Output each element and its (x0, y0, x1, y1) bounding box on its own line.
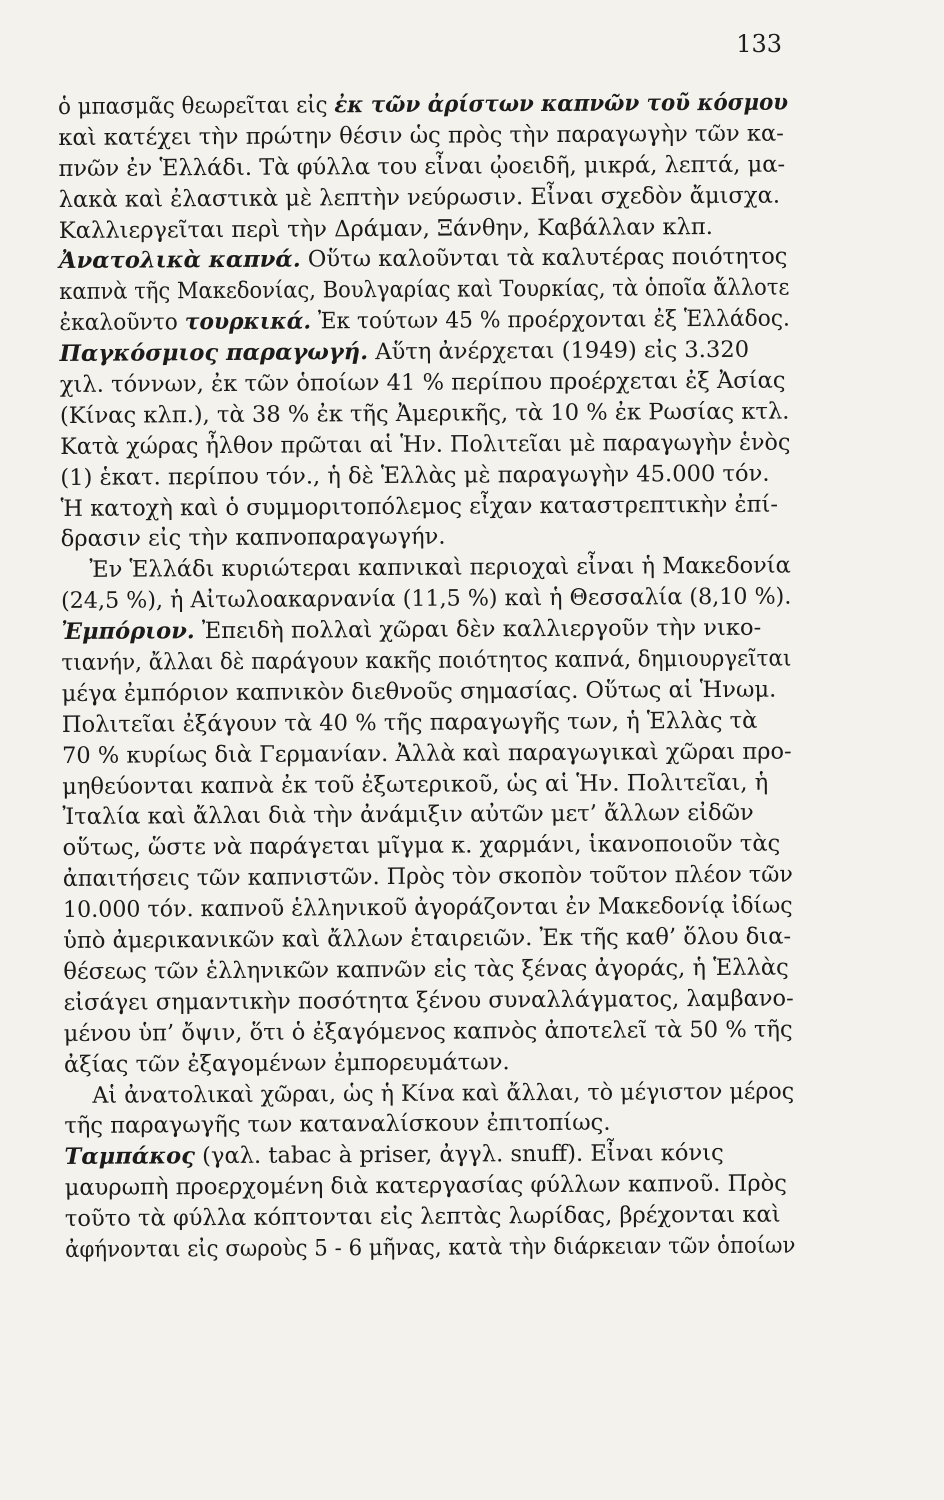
text-run: Οὕτω καλοῦνται τὰ καλυτέρας ποιότητος (300, 244, 788, 273)
text-line (59, 273, 790, 308)
heading-term: Ἐμπόριον. (61, 618, 195, 646)
text-line (65, 1169, 795, 1204)
text-line (62, 767, 792, 802)
text-run: μένου ὑπ’ ὄψιν, ὅτι ὁ ἐξαγόμενος καπνὸς ἀποτελεῖ τὰ 50 % τῆς (63, 1016, 793, 1047)
text-line (60, 551, 791, 586)
text-run: ὁ μπασμᾶς θεωρεῖται εἰς (58, 92, 335, 120)
text-run: τῆς παραγωγῆς των καταναλίσκουν ἐπιτοπίως. (64, 1110, 611, 1140)
text-run: μηθεύονται καπνὰ ἐκ τοῦ ἐξωτερικοῦ, ὡς αἱ Ἡν. Πολιτεῖαι, ἡ (62, 769, 769, 800)
text-line (64, 1138, 794, 1173)
text-run: Ἐκ τούτων 45 % προέρχονται ἐξ Ἑλλάδος. (310, 305, 790, 335)
text-line (61, 613, 791, 648)
text-run: (γαλ. tabac à priser, ἀγγλ. snuff). Εἶναι κόνις (194, 1140, 724, 1170)
heading-term: Ταμπάκος (64, 1143, 196, 1171)
text-run: τοῦτο τὰ φύλλα κόπτονται εἰς λεπτὰς λωρίδας, βρέχονται καὶ (64, 1201, 781, 1233)
text-line (59, 180, 789, 215)
heading-term: τουρκικά. (184, 308, 312, 336)
text-line (64, 1107, 794, 1142)
text-line (58, 118, 788, 153)
text-line (62, 705, 792, 740)
text-run: πνῶν ἐν Ἑλλάδι. Τὰ φύλλα του εἶναι ᾠοειδῆ, μικρά, λεπτά, μα- (58, 151, 786, 182)
text-run: εἰσάγει σημαντικὴν ποσότητα ξένου συναλλάγματος, λαμβανο- (63, 985, 794, 1016)
text-run: Αὕτη ἀνέρχεται (1949) εἰς 3.320 (367, 336, 750, 366)
text-run: Κατὰ χώρας ἦλθον πρῶται αἱ Ἡν. Πολιτεῖαι μὲ παραγωγὴν ἑνὸς (60, 429, 791, 460)
text-line (64, 1231, 796, 1266)
text-run: θέσεως τῶν ἑλληνικῶν καπνῶν εἰς τὰς ξένας ἀγοράς, ἡ Ἑλλὰς (63, 954, 789, 985)
text-run: μαυρωπὴ προερχομένη διὰ κατεργασίας φύλλων καπνοῦ. Πρὸς (64, 1170, 787, 1202)
body-text (58, 88, 795, 1266)
text-run: δρασιν εἰς τὴν καπνοπαραγωγήν. (60, 524, 446, 553)
text-run: ἐκαλοῦντο (59, 309, 185, 337)
text-line (59, 211, 789, 246)
text-run: ὑπὸ ἀμερικανικῶν καὶ ἄλλων ἑταιρειῶν. Ἐκ τῆς καθ’ ὅλου δια- (63, 923, 792, 955)
text-line (64, 1076, 795, 1111)
text-run: ἀξίας τῶν ἐξαγομένων ἐμπορευμάτων. (63, 1048, 510, 1078)
text-run: καπνὰ τῆς Μακεδονίας, Βουλγαρίας καὶ Τουρκίας, τὰ ὁποῖα ἄλλοτε (59, 274, 790, 306)
text-line (61, 582, 792, 617)
text-line (63, 983, 794, 1018)
text-line (62, 736, 790, 771)
text-run: (24,5 %), ἡ Αἰτωλοακαρνανία (11,5 %) καὶ ἡ Θεσσαλία (8,10 %). (61, 583, 792, 615)
text-line (60, 427, 791, 462)
text-line (63, 952, 793, 987)
text-line (60, 366, 790, 401)
page-number: 133 (736, 30, 782, 58)
text-line (60, 489, 790, 524)
text-run: τιανήν, ἄλλαι δὲ παράγουν κακῆς ποιότητος καπνά, δημιουργεῖται (61, 645, 792, 677)
text-line (60, 396, 790, 431)
text-line (62, 674, 792, 709)
text-line (58, 88, 789, 123)
text-run: Ἐπειδὴ πολλαὶ χῶραι δὲν καλλιεργοῦν τὴν νικο- (194, 614, 762, 645)
text-line (65, 1200, 795, 1235)
text-line (63, 922, 793, 957)
text-run: λακὰ καὶ ἐλαστικὰ μὲ λεπτὴν νεύρωσιν. Εἶναι σχεδὸν ἄμισχα. (58, 182, 781, 213)
text-line (62, 798, 792, 833)
text-run: Καλλιεργεῖται περὶ τὴν Δράμαν, Ξάνθην, Καβάλλαν κλπ. (58, 213, 714, 244)
text-run: Ἐν Ἑλλάδι κυριώτεραι καπνικαὶ περιοχαὶ εἶναι ἡ Μακεδονία (60, 552, 791, 584)
text-run: Αἱ ἀνατολικαὶ χῶραι, ὡς ἡ Κίνα καὶ ἄλλαι, τὸ μέγιστον μέρος (64, 1078, 795, 1109)
text-line (58, 149, 788, 184)
text-run: 10.000 τόν. καπνοῦ ἑλληνικοῦ ἀγοράζονται ἐν Μακεδονίᾳ ἰδίως (62, 892, 793, 924)
text-run: (1) ἑκατ. περίπου τόν., ἡ δὲ Ἑλλὰς μὲ παραγωγὴν 45.000 τόν. (60, 460, 770, 491)
text-run: Πολιτεῖαι ἐξάγουν τὰ 40 % τῆς παραγωγῆς των, ἡ Ἑλλὰς τὰ (61, 707, 758, 738)
text-run: 70 % κυρίως διὰ Γερμανίαν. Ἀλλὰ καὶ παραγωγικαὶ χῶραι προ- (61, 738, 792, 769)
text-line (61, 520, 791, 555)
text-line (60, 335, 790, 370)
text-run: ἀφήνονται εἰς σωροὺς 5 - 6 μῆνας, κατὰ τὴν διάρκειαν τῶν ὁποίων (64, 1232, 796, 1263)
text-run: οὕτως, ὥστε νὰ παράγεται μῖγμα κ. χαρμάνι, ἱκανοποιοῦν τὰς (62, 830, 781, 862)
text-line (62, 860, 793, 895)
text-run: (Κίνας κλπ.), τὰ 38 % ἐκ τῆς Ἀμερικῆς, τὰ 10 % ἐκ Ρωσίας κτλ. (59, 398, 790, 429)
text-line (63, 829, 793, 864)
text-run: ἀπαιτήσεις τῶν καπνιστῶν. Πρὸς τὸν σκοπὸν τοῦτον πλέον τῶν (62, 861, 793, 893)
text-run: χιλ. τόννων, ἐκ τῶν ὁποίων 41 % περίπου προέρχεται ἐξ Ἀσίας (59, 367, 786, 399)
text-line (62, 891, 793, 926)
heading-term: ἐκ τῶν ἀρίστων καπνῶν τοῦ κόσμου (334, 89, 789, 119)
text-line (59, 242, 789, 277)
heading-term: Ἀνατολικὰ καπνά. (58, 246, 301, 275)
text-line (64, 1014, 794, 1049)
text-line (59, 304, 790, 339)
text-line (60, 458, 790, 493)
heading-term: Παγκόσμιος παραγωγή. (59, 339, 369, 368)
text-run: καὶ κατέχει τὴν πρώτην θέσιν ὡς πρὸς τὴν παραγωγὴν τῶν κα- (58, 120, 784, 151)
text-line (61, 644, 792, 679)
text-run: Ἰταλία καὶ ἄλλαι διὰ τὴν ἀνάμιξιν αὐτῶν μετ’ ἄλλων εἰδῶν (62, 800, 754, 831)
text-run: μέγα ἐμπόριον καπνικὸν διεθνοῦς σημασίας. Οὕτως αἱ Ἡνωμ. (61, 676, 777, 707)
text-line (64, 1045, 794, 1080)
text-run: Ἡ κατοχὴ καὶ ὁ συμμοριτοπόλεμος εἶχαν καταστρεπτικὴν ἐπί- (60, 491, 779, 522)
